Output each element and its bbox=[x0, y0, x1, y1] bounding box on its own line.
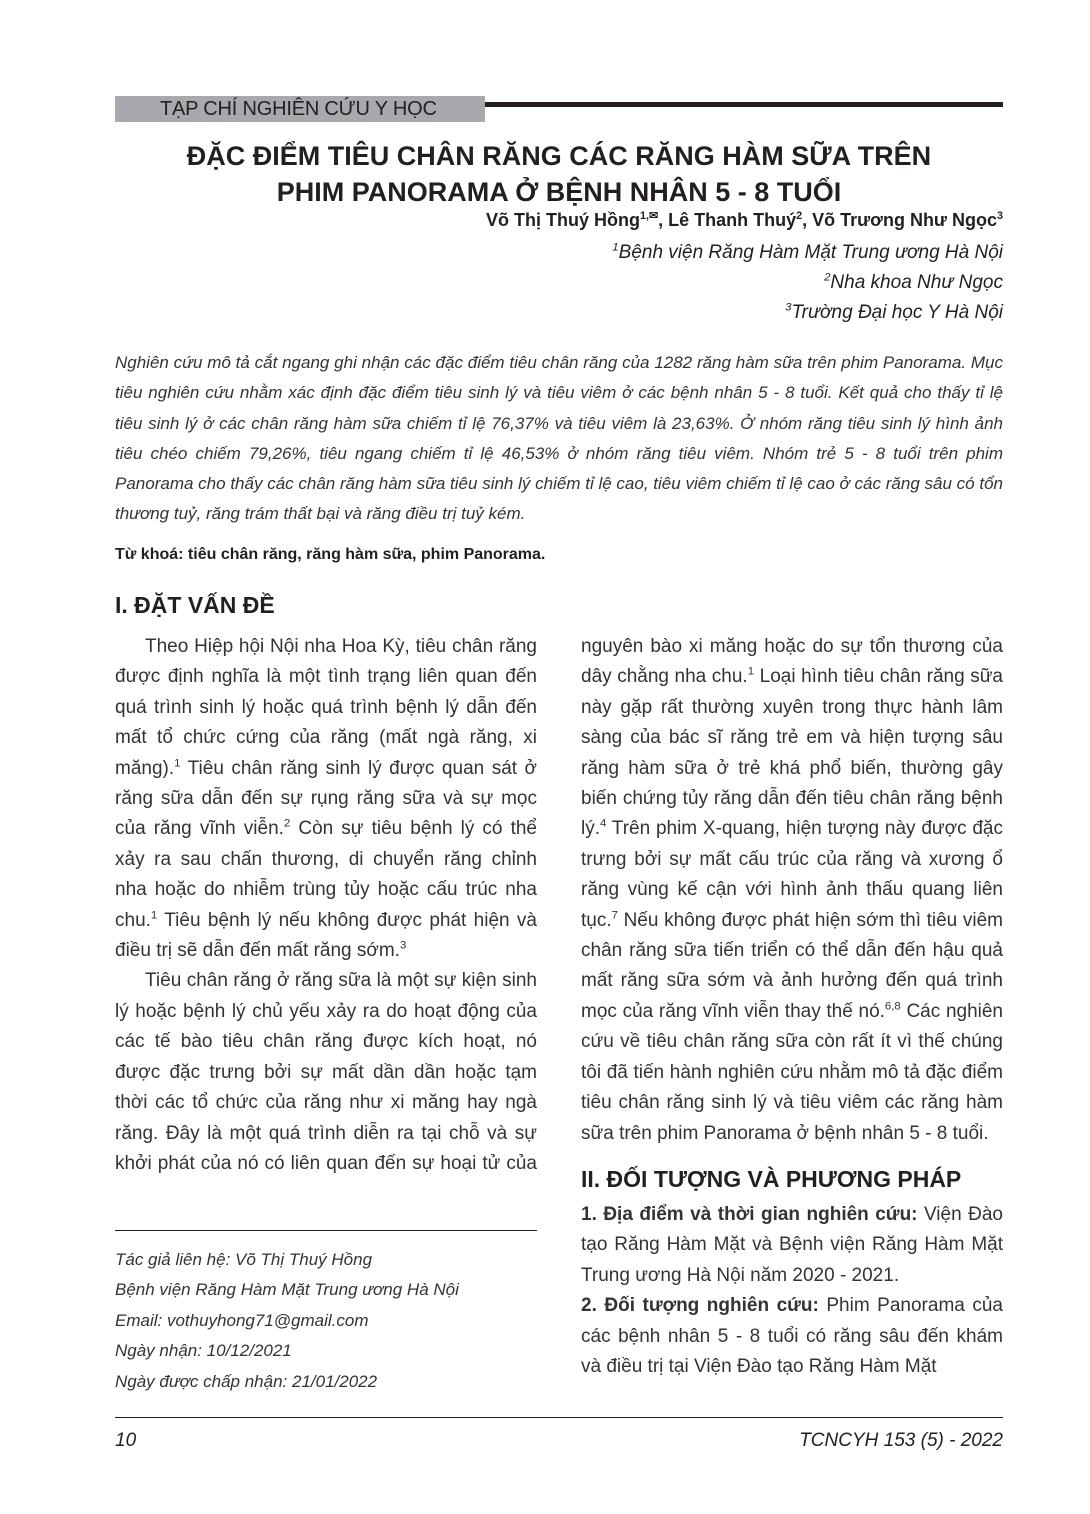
footer-rule bbox=[115, 1417, 1003, 1418]
author-name: , Võ Trương Như Ngọc bbox=[802, 210, 997, 230]
item-text: Viện Đào tạo Răng Hàm Mặt và Bệnh viện Răng Hàm Mặt Trung ương Hà Nội năm 2020 - 2021. bbox=[581, 1204, 1003, 1286]
author-name: , Lê Thanh Thuý bbox=[658, 210, 797, 230]
section-1-body bbox=[115, 632, 1003, 1179]
method-item bbox=[581, 1291, 1003, 1382]
abstract: Nghiên cứu mô tả cắt ngang ghi nhận các đặc điểm tiêu chân răng của 1282 răng hàm sữa trên phim Panorama. Mục tiêu nghiên cứu nhằm xác định đặc điểm tiêu sinh lý và tiêu viêm ở các bệnh nhân 5 - 8 tuổi. Kết quả cho thấy tỉ lệ tiêu sinh lý ở các chân răng hàm sữa chiếm tỉ lệ 76,37% và tiêu viêm là 23,63%. Ở nhóm răng tiêu sinh lý hình ảnh tiêu chéo chiếm 79,26%, tiêu ngang chiếm tỉ lệ 46,53% ở nhóm răng tiêu viêm. Nhóm trẻ 5 - 8 tuổi trên phim Panorama cho thấy các chân răng hàm sữa tiêu sinh lý chiếm tỉ lệ cao, tiêu viêm chiếm tỉ lệ cao ở các răng sâu có tổn thương tuỷ, răng trám thất bại và răng điều trị tuỷ kém. bbox=[115, 353, 1003, 524]
text-segment: Theo Hiệp hội Nội nha Hoa Kỳ, tiêu chân răng được định nghĩa là một tình trạng liên quan đến quá trình sinh lý hoặc quá trình bệnh lý dẫn đến mất tổ chức cứng của răng (mất ngà răng, xi măng). bbox=[115, 636, 537, 779]
text-segment: Tiêu chân răng sinh lý được quan sát ở răng sữa dẫn đến sự rụng răng sữa và sự mọc của răng vĩnh viễn. bbox=[115, 757, 537, 840]
text-segment: Nếu không được phát hiện sớm thì tiêu viêm chân răng sữa tiến triển có thể dẫn đến hậu quả mất răng sữa sớm và ảnh hưởng đến quá trình mọc của răng vĩnh viễn thay thế nó. bbox=[581, 909, 1003, 1022]
footnote-line: Tác giả liên hệ: Võ Thị Thuý Hồng bbox=[115, 1250, 373, 1269]
header-rule bbox=[485, 102, 1003, 107]
affiliation bbox=[785, 302, 1003, 324]
paragraph bbox=[115, 632, 537, 966]
author-sup: 3 bbox=[996, 210, 1003, 222]
affiliation-text: Trường Đại học Y Hà Nội bbox=[791, 302, 1003, 323]
item-text: Phim Panorama của các bệnh nhân 5 - 8 tuổi có răng sâu đến khám và điều trị tại Viện Đào tạo Răng Hàm Mặt bbox=[581, 1295, 1003, 1378]
affiliation-sup: 3 bbox=[785, 301, 792, 314]
section-heading: II. ĐỐI TƯỢNG VÀ PHƯƠNG PHÁP bbox=[581, 1166, 962, 1192]
page-number: 10 bbox=[115, 1430, 137, 1451]
section-2 bbox=[581, 1164, 1003, 1382]
footnote-line: Bệnh viện Răng Hàm Mặt Trung ương Hà Nội bbox=[115, 1280, 459, 1300]
author-list bbox=[486, 210, 1003, 231]
affiliation bbox=[824, 272, 1003, 294]
journal-issue: TCNCYH 153 (5) - 2022 bbox=[799, 1430, 1003, 1451]
affiliation-sup: 1 bbox=[612, 241, 619, 254]
section-heading: I. ĐẶT VẤN ĐỀ bbox=[115, 592, 275, 618]
citation-sup: 6,8 bbox=[884, 1000, 901, 1013]
citation-sup: 3 bbox=[399, 939, 407, 952]
text-segment: Loại hình tiêu chân răng sữa này gặp rất thường xuyên trong thực hành lâm sàng của bác sĩ răng trẻ em và hiện tượng sâu răng hàm sữa ở trẻ khá phổ biến, thường gây biến chứng tủy răng dẫn đến tiêu chân răng bệnh lý. bbox=[581, 666, 1003, 840]
article-title bbox=[115, 138, 1003, 210]
title-line-2: PHIM PANORAMA Ở BỆNH NHÂN 5 - 8 TUỔI bbox=[276, 177, 842, 207]
affiliation-text: Nha khoa Như Ngọc bbox=[830, 272, 1003, 293]
corresponding-author-note bbox=[115, 1245, 459, 1397]
text-segment: Còn sự tiêu bệnh lý có thể xảy ra sau chấn thương, di chuyển răng chỉnh nha hoặc do nhiễm trùng tủy hoặc cấu trúc nha chu. bbox=[115, 818, 537, 931]
affiliation-sup: 2 bbox=[824, 271, 831, 284]
footnote-accepted-date: Ngày được chấp nhận: 21/01/2022 bbox=[115, 1371, 378, 1391]
citation-sup: 1 bbox=[150, 909, 158, 922]
citation-sup: 4 bbox=[600, 818, 607, 831]
item-label: 1. Địa điểm và thời gian nghiên cứu: bbox=[581, 1204, 918, 1225]
journal-name: TẠP CHÍ NGHIÊN CỨU Y HỌC bbox=[160, 98, 437, 120]
footnote-received-date: Ngày nhận: 10/12/2021 bbox=[115, 1341, 292, 1361]
text-segment: Trên phim X-quang, hiện tượng này được đặc trưng bởi sự mất cấu trúc của răng và xương ổ răng vùng kế cận với hình ảnh thấu quang liên tục. bbox=[581, 818, 1003, 931]
keywords: Từ khoá: tiêu chân răng, răng hàm sữa, phim Panorama. bbox=[115, 546, 546, 563]
author-sup: 2 bbox=[796, 210, 803, 222]
citation-sup: 7 bbox=[611, 909, 618, 922]
author-sup: 1,✉ bbox=[640, 210, 659, 222]
affiliation bbox=[612, 242, 1003, 264]
affiliation-text: Bệnh viện Răng Hàm Mặt Trung ương Hà Nội bbox=[618, 242, 1003, 263]
text-segment: Các nghiên cứu về tiêu chân răng sữa còn rất ít vì thế chúng tôi đã tiến hành nghiên cứu nhằm mô tả đặc điểm tiêu chân răng sinh lý và tiêu viêm các răng hàm sữa trên phim Panorama ở bệnh nhân 5 - 8 tuổi. bbox=[581, 1000, 1003, 1144]
title-line-1: ĐẶC ĐIỂM TIÊU CHÂN RĂNG CÁC RĂNG HÀM SỮA TRÊN bbox=[186, 141, 932, 171]
citation-sup: 1 bbox=[747, 666, 755, 679]
citation-sup: 1 bbox=[174, 757, 181, 770]
method-item bbox=[581, 1200, 1003, 1291]
author-name: Võ Thị Thuý Hồng bbox=[486, 210, 641, 230]
footnote-email: Email: vothuyhong71@gmail.com bbox=[115, 1310, 369, 1330]
text-segment: Tiêu bệnh lý nếu không được phát hiện và điều trị sẽ dẫn đến mất răng sớm. bbox=[115, 909, 537, 962]
citation-sup: 2 bbox=[283, 818, 291, 831]
text-segment: Tiêu chân răng ở răng sữa là một sự kiện sinh lý hoặc bệnh lý chủ yếu xảy ra do hoạt động của các tế bào tiêu chân răng được kích hoạt, nó được đặc trưng bởi sự mất dần dần hoặc tạm thời các tổ chức của răng như xi măng hay ngà răng. Đây là một quá trình diễn ra tại chỗ và sự khởi phát của nó có liên quan đến sự hoại tử của nguyên bào xi măng hoặc do sự tổn thương của dây chằng nha chu. bbox=[115, 636, 1003, 1174]
item-label: 2. Đối tượng nghiên cứu: bbox=[581, 1295, 819, 1317]
footnote-rule bbox=[115, 1230, 537, 1231]
